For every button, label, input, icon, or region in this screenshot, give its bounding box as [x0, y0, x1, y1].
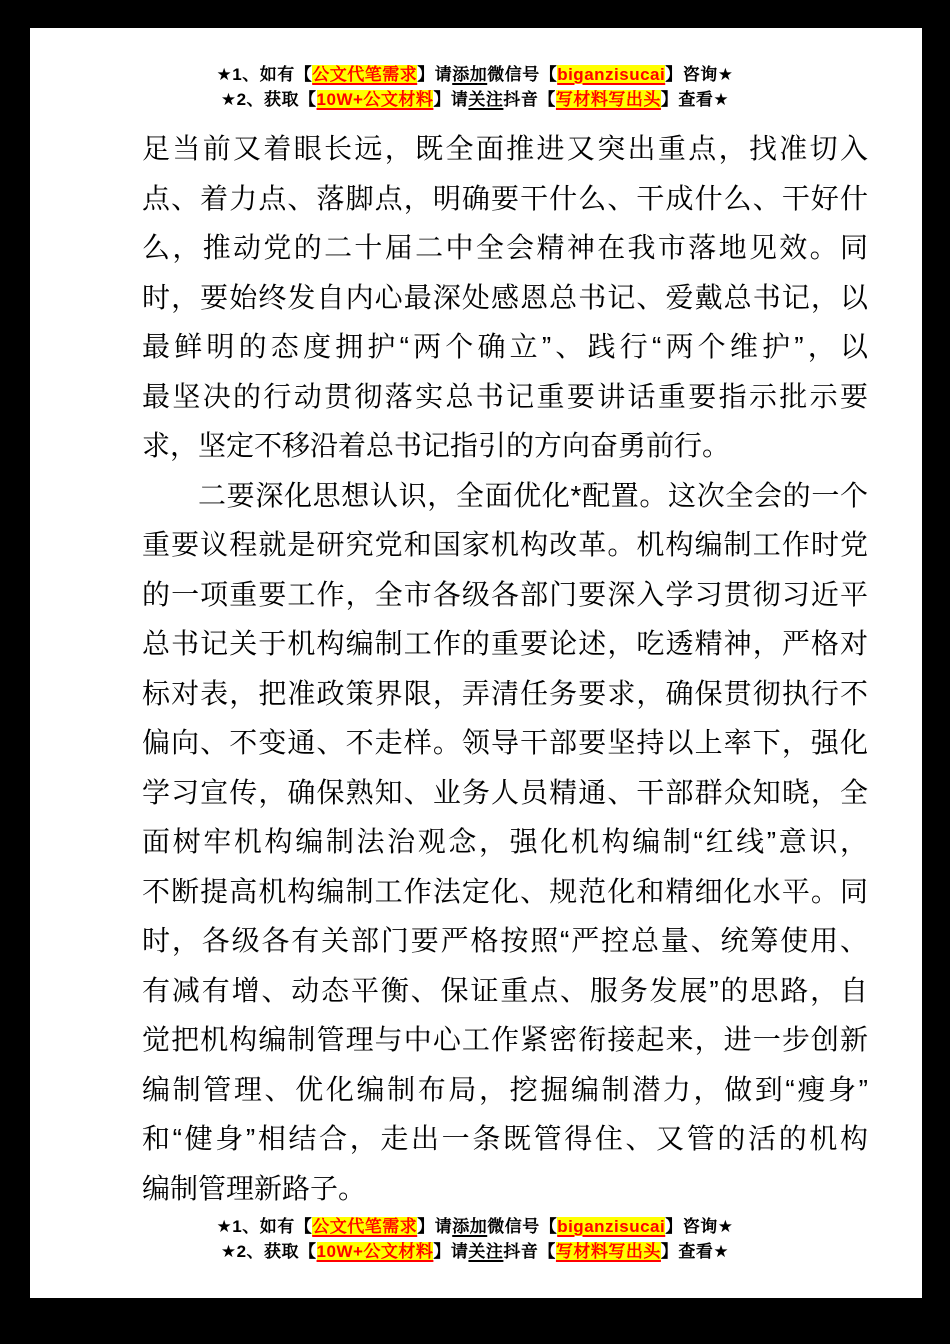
highlight-text: biganzisucai [557, 65, 666, 84]
body-line: 编制管理、优化编制布局，挖掘编制潜力，做到“瘦身” [142, 1073, 868, 1105]
highlight-text: 公文代笔需求 [312, 65, 418, 84]
body-line: 和“健身”相结合，走出一条既管得住、又管的活的机构 [142, 1123, 868, 1154]
body-line: 最鲜明的态度拥护“两个确立”、践行“两个维护”，以 [142, 331, 868, 362]
banner-text: ★2、获取【 [220, 90, 317, 109]
banner-text: 】请 [417, 65, 453, 84]
highlight-text: 写材料写出头 [555, 1242, 661, 1261]
banner-text: ★1、如有【 [216, 1217, 313, 1236]
body-line: 偏向、不变通、不走样。领导干部要坚持以上率下，强化 [142, 727, 868, 758]
body-line: 么，推动党的二十届二中全会精神在我市落地见效。同 [142, 232, 868, 263]
banner-text: 抖音【 [503, 1242, 556, 1261]
body-line: 有减有增、动态平衡、保证重点、服务发展”的思路，自 [142, 974, 868, 1006]
banner-text: 微信号【 [487, 1217, 558, 1236]
banner-line [0, 62, 950, 87]
body-line: 的一项重要工作，全市各级各部门要深入学习贯彻习近平 [142, 578, 868, 610]
body-line: 时，要始终发自内心最深处感恩总书记、爱戴总书记，以 [142, 281, 868, 313]
highlight-text: 写材料写出头 [555, 90, 661, 109]
banner-text: ★1、如有【 [216, 65, 313, 84]
banner-text: 】请 [417, 1217, 453, 1236]
underline-text: 添加 [452, 65, 488, 84]
banner-text: ★2、获取【 [220, 1242, 317, 1261]
body-line: 点、着力点、落脚点，明确要干什么、干成什么、干好什 [142, 182, 868, 214]
banner-text: 】查看★ [660, 90, 730, 109]
highlight-text: 10W+公文材料 [316, 90, 434, 109]
paragraph [142, 471, 868, 1214]
banner-text: 】咨询★ [665, 1217, 734, 1236]
banner-line [0, 1239, 950, 1264]
body-line: 总书记关于机构编制工作的重要论述，吃透精神，严格对 [142, 628, 868, 659]
highlight-text: biganzisucai [557, 1217, 666, 1236]
body-line: 求，坚定不移沿着总书记指引的方向奋勇前行。 [142, 430, 731, 461]
banner-text: 抖音【 [503, 90, 556, 109]
document-body [142, 124, 868, 1213]
promo-banner-top [0, 62, 950, 112]
body-line: 觉把机构编制管理与中心工作紧密衔接起来，进一步创新 [142, 1024, 868, 1055]
highlight-text: 10W+公文材料 [316, 1242, 434, 1261]
body-line: 最坚决的行动贯彻落实总书记重要讲话重要指示批示要 [142, 380, 868, 412]
banner-line [0, 87, 950, 112]
body-line: 学习宣传，确保熟知、业务人员精通、干部群众知晓，全 [142, 776, 868, 808]
body-line: 二要深化思想认识，全面优化*配置。这次全会的一个 [198, 479, 868, 511]
banner-text: 】请 [433, 90, 469, 109]
highlight-text: 公文代笔需求 [312, 1217, 418, 1236]
underline-text: 添加 [452, 1217, 488, 1236]
body-line: 时，各级各有关部门要严格按照“严控总量、统筹使用、 [142, 925, 868, 956]
banner-text: 】请 [433, 1242, 469, 1261]
body-line: 面树牢机构编制法治观念，强化机构编制“红线”意识， [142, 826, 868, 857]
body-line: 不断提高机构编制工作法定化、规范化和精细化水平。同 [142, 875, 868, 907]
underline-text: 关注 [468, 1242, 504, 1261]
banner-text: 微信号【 [487, 65, 558, 84]
body-line: 标对表，把准政策界限，弄清任务要求，确保贯彻执行不 [142, 677, 868, 709]
body-line: 重要议程就是研究党和国家机构改革。机构编制工作时党 [142, 529, 868, 560]
body-line: 足当前又着眼长远，既全面推进又突出重点，找准切入 [142, 133, 868, 164]
banner-text: 】查看★ [660, 1242, 730, 1261]
banner-line [0, 1214, 950, 1239]
paragraph [142, 124, 868, 471]
banner-text: 】咨询★ [665, 65, 734, 84]
underline-text: 关注 [468, 90, 504, 109]
body-line: 编制管理新路子。 [142, 1172, 367, 1204]
promo-banner-bottom [0, 1214, 950, 1264]
